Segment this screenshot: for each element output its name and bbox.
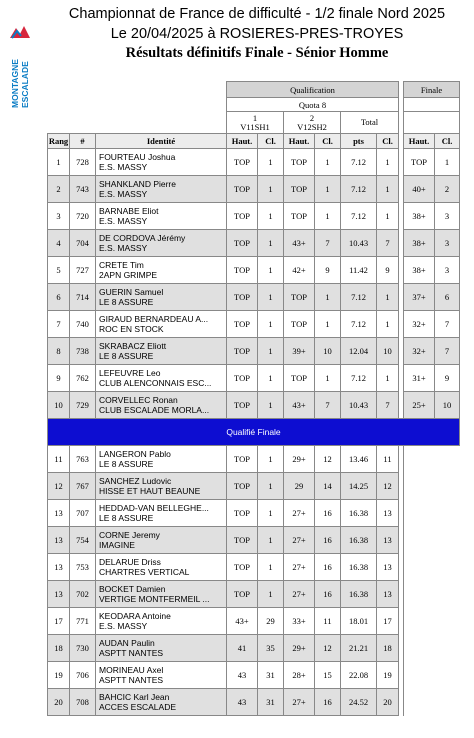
route1-height-cell: 43+	[227, 608, 258, 635]
total-rank-cell: 13	[377, 500, 399, 527]
finale-rank-cell: 3	[435, 203, 460, 230]
bib-cell: 740	[70, 311, 96, 338]
rank-cell: 4	[48, 230, 70, 257]
athlete-name: HEDDAD-VAN BELLEGHE...	[99, 503, 209, 513]
identity-cell	[96, 473, 227, 500]
total-points-cell: 16.38	[341, 554, 377, 581]
route2-rank-cell: 1	[315, 365, 341, 392]
route1-rank-cell: 1	[258, 338, 284, 365]
route1-height-cell: TOP	[227, 311, 258, 338]
route2-rank-cell: 12	[315, 446, 341, 473]
table-row	[48, 608, 460, 635]
identity-cell	[96, 176, 227, 203]
total-rank-cell: 11	[377, 446, 399, 473]
results-title: Résultats définitifs Finale - Sénior Homme	[125, 45, 389, 61]
total-rank-cell: 12	[377, 473, 399, 500]
quota-header: Quota 8	[227, 98, 399, 112]
finale-height-cell: 31+	[404, 365, 435, 392]
athlete-club: E.S. MASSY	[99, 189, 148, 199]
total-points-cell: 16.38	[341, 500, 377, 527]
athlete-name: BARNABE Eliot	[99, 206, 159, 216]
bib-cell: 706	[70, 662, 96, 689]
total-header: Total	[341, 112, 399, 134]
total-points-cell: 16.38	[341, 581, 377, 608]
route2-height-cell: TOP	[284, 203, 315, 230]
total-rank-cell: 10	[377, 338, 399, 365]
bib-cell: 738	[70, 338, 96, 365]
bib-cell: 729	[70, 392, 96, 419]
route1-height-cell: TOP	[227, 203, 258, 230]
total-points-cell: 24.52	[341, 689, 377, 716]
rank-cell: 6	[48, 284, 70, 311]
identity-cell	[96, 392, 227, 419]
bib-cell: 753	[70, 554, 96, 581]
identity-cell	[96, 635, 227, 662]
table-row	[48, 581, 460, 608]
athlete-name: AUDAN Paulin	[99, 638, 155, 648]
route2-height-cell: 33+	[284, 608, 315, 635]
finale-height-cell: 37+	[404, 284, 435, 311]
identity-cell	[96, 527, 227, 554]
athlete-name: BAHCIC Karl Jean	[99, 692, 170, 702]
finale-height-cell: 38+	[404, 230, 435, 257]
athlete-club: VERTIGE MONTFERMEIL ...	[99, 594, 210, 604]
route1-rank-cell: 31	[258, 662, 284, 689]
identity-cell	[96, 338, 227, 365]
athlete-club: HISSE ET HAUT BEAUNE	[99, 486, 201, 496]
page-subtitle: Le 20/04/2025 à ROSIERES-PRES-TROYES	[110, 26, 404, 42]
route1-height-cell: 41	[227, 635, 258, 662]
rank-cell: 2	[48, 176, 70, 203]
bib-cell: 708	[70, 689, 96, 716]
identity-cell	[96, 500, 227, 527]
total-rank-cell: 7	[377, 230, 399, 257]
bib-cell: 714	[70, 284, 96, 311]
route2-rank-cell: 14	[315, 473, 341, 500]
header-row-routes	[48, 112, 460, 134]
athlete-club: 2APN GRIMPE	[99, 270, 158, 280]
logo-text-montagne: MONTAGNE	[10, 59, 20, 108]
rank-cell: 19	[48, 662, 70, 689]
route2-height-cell: 39+	[284, 338, 315, 365]
identity-cell	[96, 203, 227, 230]
route2-height-cell: 29+	[284, 446, 315, 473]
route2-rank-cell: 7	[315, 230, 341, 257]
table-row	[48, 473, 460, 500]
athlete-club: LE 8 ASSURE	[99, 297, 154, 307]
route1-rank-cell: 1	[258, 392, 284, 419]
route2-rank-cell: 1	[315, 203, 341, 230]
identity-cell	[96, 311, 227, 338]
table-row	[48, 554, 460, 581]
route1-height-cell: TOP	[227, 554, 258, 581]
athlete-club: ROC EN STOCK	[99, 324, 164, 334]
athlete-name: FOURTEAU Joshua	[99, 152, 176, 162]
identity-cell	[96, 689, 227, 716]
route2-height-cell: TOP	[284, 365, 315, 392]
bib-cell: 763	[70, 446, 96, 473]
total-points-cell: 13.46	[341, 446, 377, 473]
table-row	[48, 446, 460, 473]
identity-cell	[96, 257, 227, 284]
route2-height-cell: 27+	[284, 554, 315, 581]
identity-cell	[96, 284, 227, 311]
table-row	[48, 527, 460, 554]
total-points-cell: 16.38	[341, 527, 377, 554]
route2-rank-cell: 16	[315, 527, 341, 554]
total-points-cell: 14.25	[341, 473, 377, 500]
col-route2-cl: Cl.	[315, 134, 341, 149]
qualified-separator-label: Qualifié Finale	[48, 419, 460, 446]
route1-height-cell: 43	[227, 689, 258, 716]
rank-cell: 13	[48, 581, 70, 608]
table-row	[48, 257, 460, 284]
bib-cell: 771	[70, 608, 96, 635]
qualification-header: Qualification	[227, 82, 399, 98]
bib-cell: 743	[70, 176, 96, 203]
rank-cell: 12	[48, 473, 70, 500]
page-title: Championnat de France de difficulté - 1/2 finale Nord 2025	[68, 6, 446, 22]
route1-height-cell: TOP	[227, 392, 258, 419]
logo-text-escalade: ESCALADE	[20, 61, 30, 108]
route2-height-cell: 27+	[284, 581, 315, 608]
total-points-cell: 7.12	[341, 284, 377, 311]
total-points-cell: 21.21	[341, 635, 377, 662]
route1-rank-cell: 1	[258, 365, 284, 392]
route1-rank-cell: 1	[258, 554, 284, 581]
table-row	[48, 176, 460, 203]
route2-rank-cell: 7	[315, 392, 341, 419]
route2-height-cell: TOP	[284, 284, 315, 311]
col-route1-haut: Haut.	[227, 134, 258, 149]
results-table	[47, 81, 460, 716]
route2-height-cell: 27+	[284, 689, 315, 716]
table-row	[48, 662, 460, 689]
route2-rank-cell: 1	[315, 311, 341, 338]
finale-rank-cell: 3	[435, 257, 460, 284]
table-row	[48, 311, 460, 338]
route2-number: 2	[309, 112, 315, 123]
finale-height-cell: 25+	[404, 392, 435, 419]
header-row-phase	[48, 82, 460, 98]
route2-rank-cell: 1	[315, 176, 341, 203]
rank-cell: 13	[48, 527, 70, 554]
total-rank-cell: 13	[377, 554, 399, 581]
total-points-cell: 11.42	[341, 257, 377, 284]
rank-cell: 13	[48, 500, 70, 527]
athlete-name: LANGERON Pablo	[99, 449, 171, 459]
finale-rank-cell: 7	[435, 311, 460, 338]
athlete-club: LE 8 ASSURE	[99, 513, 154, 523]
route1-height-cell: 43	[227, 662, 258, 689]
route1-rank-cell: 1	[258, 230, 284, 257]
table-row	[48, 392, 460, 419]
route1-height-cell: TOP	[227, 473, 258, 500]
finale-height-cell: 32+	[404, 311, 435, 338]
table-row	[48, 284, 460, 311]
route1-height-cell: TOP	[227, 446, 258, 473]
identity-cell	[96, 149, 227, 176]
bib-cell: 754	[70, 527, 96, 554]
total-rank-cell: 1	[377, 365, 399, 392]
total-rank-cell: 1	[377, 284, 399, 311]
athlete-name: MORINEAU Axel	[99, 665, 164, 675]
athlete-name: SANCHEZ Ludovic	[99, 476, 172, 486]
route1-height-cell: TOP	[227, 284, 258, 311]
athlete-club: CHARTRES VERTICAL	[99, 567, 190, 577]
table-row	[48, 230, 460, 257]
route1-name: V11SH1	[240, 121, 270, 132]
route1-rank-cell: 29	[258, 608, 284, 635]
bib-cell: 727	[70, 257, 96, 284]
table-row	[48, 203, 460, 230]
finale-height-cell: 38+	[404, 203, 435, 230]
qualified-separator-row	[48, 419, 460, 446]
route1-rank-cell: 1	[258, 527, 284, 554]
route2-rank-cell: 1	[315, 149, 341, 176]
route1-rank-cell: 1	[258, 446, 284, 473]
route1-height-cell: TOP	[227, 581, 258, 608]
bib-cell: 762	[70, 365, 96, 392]
athlete-name: GUERIN Samuel	[99, 287, 164, 297]
finale-rank-cell: 9	[435, 365, 460, 392]
finale-rank-cell: 7	[435, 338, 460, 365]
route1-rank-cell: 1	[258, 311, 284, 338]
finale-rank-cell: 10	[435, 392, 460, 419]
route2-height-cell: 43+	[284, 392, 315, 419]
total-points-cell: 18.01	[341, 608, 377, 635]
rank-cell: 20	[48, 689, 70, 716]
header-row-columns	[48, 134, 460, 149]
montagne-escalade-logo-icon	[2, 8, 36, 108]
header-row-quota	[48, 98, 460, 112]
total-rank-cell: 17	[377, 608, 399, 635]
route1-rank-cell: 1	[258, 176, 284, 203]
identity-cell	[96, 608, 227, 635]
identity-cell	[96, 446, 227, 473]
athlete-name: BOCKET Damien	[99, 584, 166, 594]
total-points-cell: 10.43	[341, 392, 377, 419]
finale-height-cell: 32+	[404, 338, 435, 365]
route2-header	[284, 112, 341, 134]
rank-cell: 7	[48, 311, 70, 338]
route1-rank-cell: 1	[258, 203, 284, 230]
athlete-club: E.S. MASSY	[99, 621, 148, 631]
rank-cell: 8	[48, 338, 70, 365]
col-num: #	[70, 134, 96, 149]
identity-cell	[96, 554, 227, 581]
finale-rank-cell: 1	[435, 149, 460, 176]
total-rank-cell: 9	[377, 257, 399, 284]
finale-header: Finale	[404, 82, 460, 98]
total-rank-cell: 18	[377, 635, 399, 662]
total-points-cell: 12.04	[341, 338, 377, 365]
route2-rank-cell: 11	[315, 608, 341, 635]
route2-rank-cell: 15	[315, 662, 341, 689]
route2-height-cell: 27+	[284, 500, 315, 527]
rank-cell: 9	[48, 365, 70, 392]
route2-height-cell: TOP	[284, 311, 315, 338]
table-row	[48, 689, 460, 716]
total-rank-cell: 1	[377, 149, 399, 176]
athlete-name: SKRABACZ Eliott	[99, 341, 167, 351]
total-rank-cell: 1	[377, 203, 399, 230]
route1-height-cell: TOP	[227, 338, 258, 365]
total-rank-cell: 13	[377, 527, 399, 554]
rank-cell: 3	[48, 203, 70, 230]
total-rank-cell: 1	[377, 311, 399, 338]
athlete-club: E.S. MASSY	[99, 216, 148, 226]
total-rank-cell: 1	[377, 176, 399, 203]
route1-rank-cell: 1	[258, 500, 284, 527]
finale-rank-cell: 2	[435, 176, 460, 203]
route1-height-cell: TOP	[227, 230, 258, 257]
athlete-name: LEFEUVRE Leo	[99, 368, 161, 378]
finale-rank-cell: 3	[435, 230, 460, 257]
rank-cell: 13	[48, 554, 70, 581]
bib-cell: 730	[70, 635, 96, 662]
rank-cell: 17	[48, 608, 70, 635]
identity-cell	[96, 230, 227, 257]
athlete-club: CLUB ESCALADE MORLA...	[99, 405, 210, 415]
route1-header	[227, 112, 284, 134]
route2-height-cell: 42+	[284, 257, 315, 284]
route1-number: 1	[252, 112, 258, 123]
table-row	[48, 500, 460, 527]
rank-cell: 11	[48, 446, 70, 473]
total-rank-cell: 13	[377, 581, 399, 608]
total-points-cell: 7.12	[341, 203, 377, 230]
route1-rank-cell: 1	[258, 473, 284, 500]
col-total-pts: pts	[341, 134, 377, 149]
total-points-cell: 10.43	[341, 230, 377, 257]
table-row	[48, 635, 460, 662]
route2-height-cell: 29+	[284, 635, 315, 662]
total-points-cell: 7.12	[341, 149, 377, 176]
route2-height-cell: 27+	[284, 527, 315, 554]
col-route1-cl: Cl.	[258, 134, 284, 149]
bib-cell: 767	[70, 473, 96, 500]
athlete-name: SHANKLAND Pierre	[99, 179, 176, 189]
total-points-cell: 22.08	[341, 662, 377, 689]
rank-cell: 5	[48, 257, 70, 284]
table-row	[48, 149, 460, 176]
athlete-name: CORVELLEC Ronan	[99, 395, 178, 405]
route2-rank-cell: 16	[315, 689, 341, 716]
col-identite: Identité	[96, 134, 227, 149]
total-rank-cell: 7	[377, 392, 399, 419]
finale-height-cell: 38+	[404, 257, 435, 284]
athlete-club: E.S. MASSY	[99, 162, 148, 172]
route1-rank-cell: 35	[258, 635, 284, 662]
route2-rank-cell: 16	[315, 500, 341, 527]
route2-height-cell: 43+	[284, 230, 315, 257]
identity-cell	[96, 365, 227, 392]
route2-height-cell: 29	[284, 473, 315, 500]
bib-cell: 720	[70, 203, 96, 230]
athlete-club: ASPTT NANTES	[99, 675, 164, 685]
route2-rank-cell: 9	[315, 257, 341, 284]
athlete-name: CRETE Tim	[99, 260, 144, 270]
athlete-club: E.S. MASSY	[99, 243, 148, 253]
bib-cell: 704	[70, 230, 96, 257]
athlete-club: LE 8 ASSURE	[99, 459, 154, 469]
total-points-cell: 7.12	[341, 365, 377, 392]
athlete-club: CLUB ALENCONNAIS ESC...	[99, 378, 212, 388]
route2-name: V12SH2	[297, 121, 327, 132]
table-row	[48, 338, 460, 365]
route1-height-cell: TOP	[227, 257, 258, 284]
table-row	[48, 365, 460, 392]
athlete-name: GIRAUD BERNARDEAU A...	[99, 314, 209, 324]
route1-rank-cell: 1	[258, 257, 284, 284]
route2-height-cell: TOP	[284, 176, 315, 203]
finale-rank-cell: 6	[435, 284, 460, 311]
route1-height-cell: TOP	[227, 527, 258, 554]
athlete-club: ASPTT NANTES	[99, 648, 164, 658]
identity-cell	[96, 581, 227, 608]
rank-cell: 1	[48, 149, 70, 176]
route2-rank-cell: 12	[315, 635, 341, 662]
col-route2-haut: Haut.	[284, 134, 315, 149]
route1-rank-cell: 1	[258, 581, 284, 608]
route1-height-cell: TOP	[227, 176, 258, 203]
route1-rank-cell: 1	[258, 284, 284, 311]
finale-height-cell: 40+	[404, 176, 435, 203]
athlete-name: CORNE Jeremy	[99, 530, 160, 540]
route2-height-cell: 28+	[284, 662, 315, 689]
athlete-club: LE 8 ASSURE	[99, 351, 154, 361]
total-rank-cell: 20	[377, 689, 399, 716]
col-total-cl: Cl.	[377, 134, 399, 149]
rank-cell: 10	[48, 392, 70, 419]
rank-cell: 18	[48, 635, 70, 662]
route1-height-cell: TOP	[227, 500, 258, 527]
route2-rank-cell: 1	[315, 284, 341, 311]
route2-rank-cell: 10	[315, 338, 341, 365]
route1-height-cell: TOP	[227, 149, 258, 176]
col-finale-cl: Cl.	[435, 134, 460, 149]
col-rang: Rang	[48, 134, 70, 149]
route1-rank-cell: 31	[258, 689, 284, 716]
athlete-name: DELARUE Driss	[99, 557, 161, 567]
col-finale-haut: Haut.	[404, 134, 435, 149]
total-points-cell: 7.12	[341, 176, 377, 203]
athlete-name: KEODARA Antoine	[99, 611, 171, 621]
bib-cell: 728	[70, 149, 96, 176]
athlete-club: ACCES ESCALADE	[99, 702, 176, 712]
route2-rank-cell: 16	[315, 554, 341, 581]
total-rank-cell: 19	[377, 662, 399, 689]
bib-cell: 707	[70, 500, 96, 527]
athlete-club: IMAGINE	[99, 540, 135, 550]
route1-rank-cell: 1	[258, 149, 284, 176]
total-points-cell: 7.12	[341, 311, 377, 338]
identity-cell	[96, 662, 227, 689]
route2-height-cell: TOP	[284, 149, 315, 176]
federation-logo	[2, 8, 36, 108]
route2-rank-cell: 16	[315, 581, 341, 608]
bib-cell: 702	[70, 581, 96, 608]
athlete-name: DE CORDOVA Jérémy	[99, 233, 186, 243]
finale-height-cell: TOP	[404, 149, 435, 176]
route1-height-cell: TOP	[227, 365, 258, 392]
